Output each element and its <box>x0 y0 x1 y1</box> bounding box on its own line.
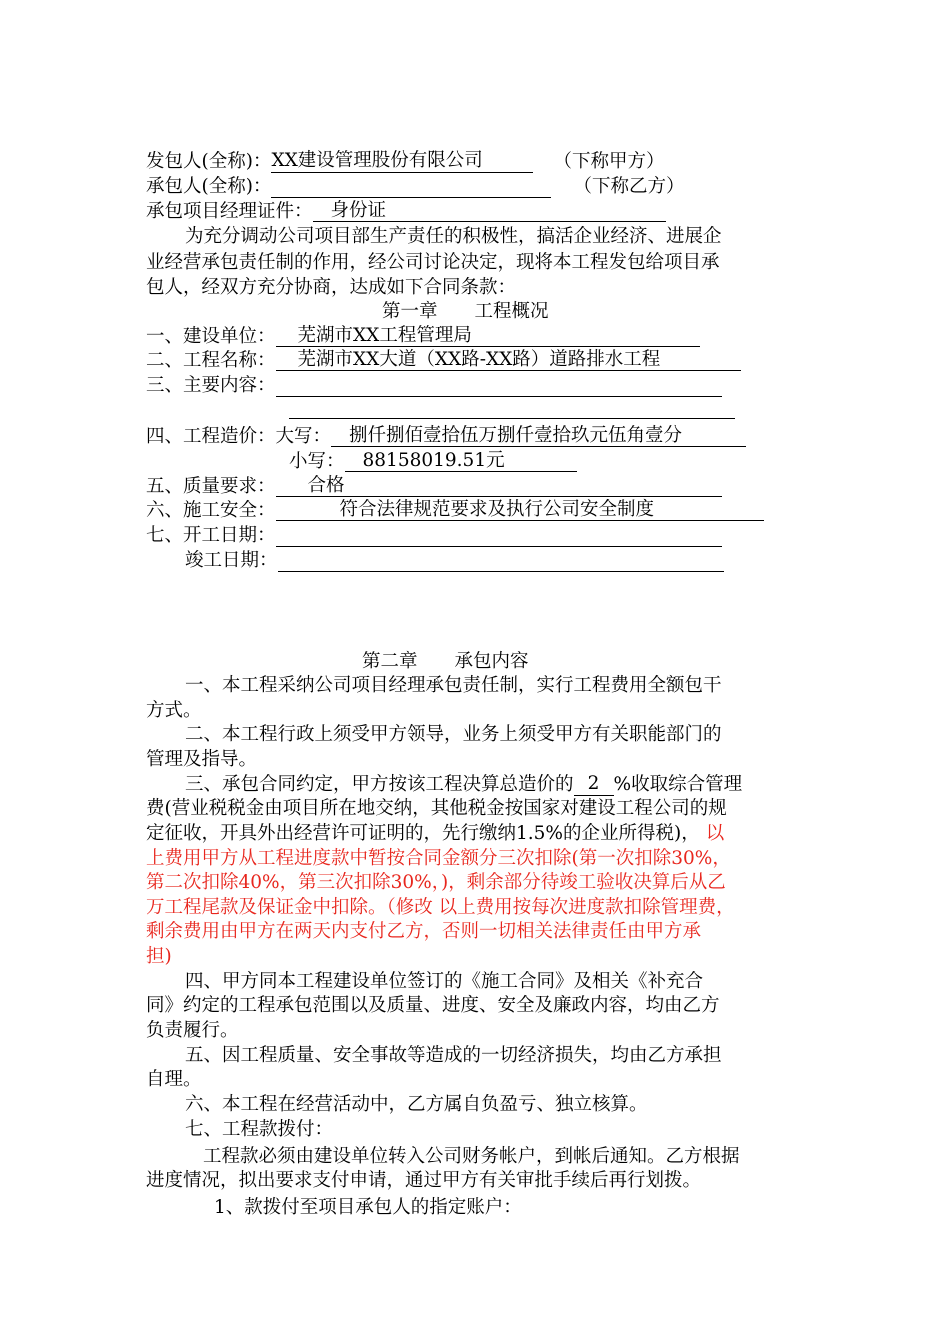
intro-line-1: 为充分调动公司项目部生产责任的积极性，搞活企业经济、进展企 <box>185 226 722 247</box>
employer-name: XX建设管理股份有限公司 <box>271 150 533 173</box>
clause-3-red-start: 以 <box>705 823 725 844</box>
item-value: 芜湖市XX工程管理局 <box>276 325 700 347</box>
management-fee-rate: 2 <box>574 773 614 796</box>
clause-7-text-line-2: 进度情况，拟出要求支付申请，通过甲方有关审批手续后再行划拨。 <box>146 1170 702 1191</box>
clause-3-line-2: 费(营业税税金由项目所在地交纳，其他税金按国家对建设工程公司的规 <box>146 798 727 819</box>
clause-7-item-1: 1、款拨付至项目承包人的指定账户： <box>214 1197 522 1218</box>
item-safety <box>146 499 764 523</box>
clause-3-red-line-1: 上费用甲方从工程进度款中暂按合同金额分三次扣除(第一次扣除30%， <box>146 848 731 869</box>
item-label: 四、工程造价： <box>146 426 276 447</box>
clause-3-red-line-5: 担) <box>146 946 172 967</box>
clause-1-line-1: 一、本工程采纳公司项目经理承包责任制，实行工程费用全额包干 <box>185 675 722 696</box>
clause-2-line-2: 管理及指导。 <box>146 749 258 770</box>
clause-4-line-2: 同》约定的工程承包范围以及质量、进度、安全及廉政内容，均由乙方 <box>146 995 720 1016</box>
chapter2-title: 第二章 承包内容 <box>362 651 529 672</box>
completion-date-blank[interactable] <box>278 549 724 572</box>
clause-3-red-line-4: 剩余费用由甲方在两天内支付乙方，否则一切相关法律责任由甲方承 <box>146 921 702 942</box>
item-label: 二、工程名称： <box>146 350 276 371</box>
id-line <box>146 200 666 224</box>
main-content-blank-line-2[interactable] <box>289 418 735 419</box>
item-construction-unit <box>146 325 700 349</box>
item-label: 竣工日期： <box>185 550 278 571</box>
item-quality <box>146 475 722 499</box>
clause-7-title: 七、工程款拨付： <box>185 1119 334 1140</box>
clause-3-red-line-2: 第二次扣除40%，第三次扣除30%，)，剩余部分待竣工验收决算后从乙 <box>146 872 726 893</box>
chapter1-title: 第一章 工程概况 <box>382 301 549 322</box>
clause-4-line-1: 四、甲方同本工程建设单位签订的《施工合同》及相关《补充合 <box>185 971 704 992</box>
item-completion-date <box>185 549 724 573</box>
intro-line-2: 业经营承包责任制的作用，经公司讨论决定，现将本工程发包给项目承 <box>146 252 720 273</box>
item-label: 一、建设单位： <box>146 326 276 347</box>
cost-lower-label: 小写： <box>289 451 345 472</box>
clause-5-line-1: 五、因工程质量、安全事故等造成的一切经济损失，均由乙方承担 <box>185 1045 722 1066</box>
item-label: 三、主要内容： <box>146 375 276 396</box>
employer-label: 发包人(全称)： <box>146 151 272 172</box>
clause-2-line-1: 二、本工程行政上须受甲方领导，业务上须受甲方有关职能部门的 <box>185 724 722 745</box>
id-label: 承包项目经理证件： <box>146 201 313 222</box>
item-project-name <box>146 349 741 373</box>
cost-upper-value: 捌仟捌佰壹拾伍万捌仟壹拾玖元伍角壹分 <box>331 425 746 447</box>
contractor-name-blank[interactable] <box>271 175 551 198</box>
clause-3-text-b: %收取综合管理 <box>613 774 743 795</box>
item-main-content <box>146 374 722 398</box>
employer-alias: （下称甲方） <box>553 151 665 172</box>
clause-3-line-1 <box>185 773 742 797</box>
clause-7-text-line-1: 工程款必须由建设单位转入公司财务帐户，到帐后通知。乙方根据 <box>203 1146 740 1167</box>
item-label: 五、质量要求： <box>146 476 276 497</box>
item-project-cost <box>146 425 746 449</box>
contractor-alias: （下称乙方） <box>573 176 685 197</box>
clause-3-text-c: 定征收，开具外出经营许可证明的，先行缴纳1.5%的企业所得税)， <box>146 823 700 844</box>
clause-3-line-3 <box>146 822 724 846</box>
clause-6: 六、本工程在经营活动中，乙方属自负盈亏、独立核算。 <box>185 1094 648 1115</box>
item-start-date <box>146 524 722 548</box>
intro-line-3: 包人，经双方充分协商，达成如下合同条款： <box>146 277 517 298</box>
item-value-blank[interactable] <box>276 374 722 397</box>
item-label: 六、施工安全： <box>146 500 276 521</box>
start-date-blank[interactable] <box>276 524 722 547</box>
clause-1-line-2: 方式。 <box>146 700 202 721</box>
clause-5-line-2: 自理。 <box>146 1069 202 1090</box>
item-project-cost-lower <box>289 450 577 474</box>
cost-upper-label: 大写： <box>275 426 332 447</box>
contractor-label: 承包人(全称)： <box>146 176 272 197</box>
item-value: 合格 <box>276 475 722 497</box>
clause-3-text-a: 三、承包合同约定，甲方按该工程决算总造价的 <box>185 774 574 795</box>
item-value: 芜湖市XX大道（XX路-XX路）道路排水工程 <box>276 349 741 371</box>
employer-line <box>146 150 664 174</box>
item-value: 符合法律规范要求及执行公司安全制度 <box>276 499 764 521</box>
cost-lower-value: 88158019.51元 <box>345 450 577 472</box>
clause-4-line-3: 负责履行。 <box>146 1020 239 1041</box>
contractor-line <box>146 175 684 199</box>
item-label: 七、开工日期： <box>146 525 276 546</box>
clause-3-red-line-3: 万工程尾款及保证金中扣除。（修改 以上费用按每次进度款扣除管理费， <box>146 897 735 918</box>
id-value: 身份证 <box>313 200 666 222</box>
